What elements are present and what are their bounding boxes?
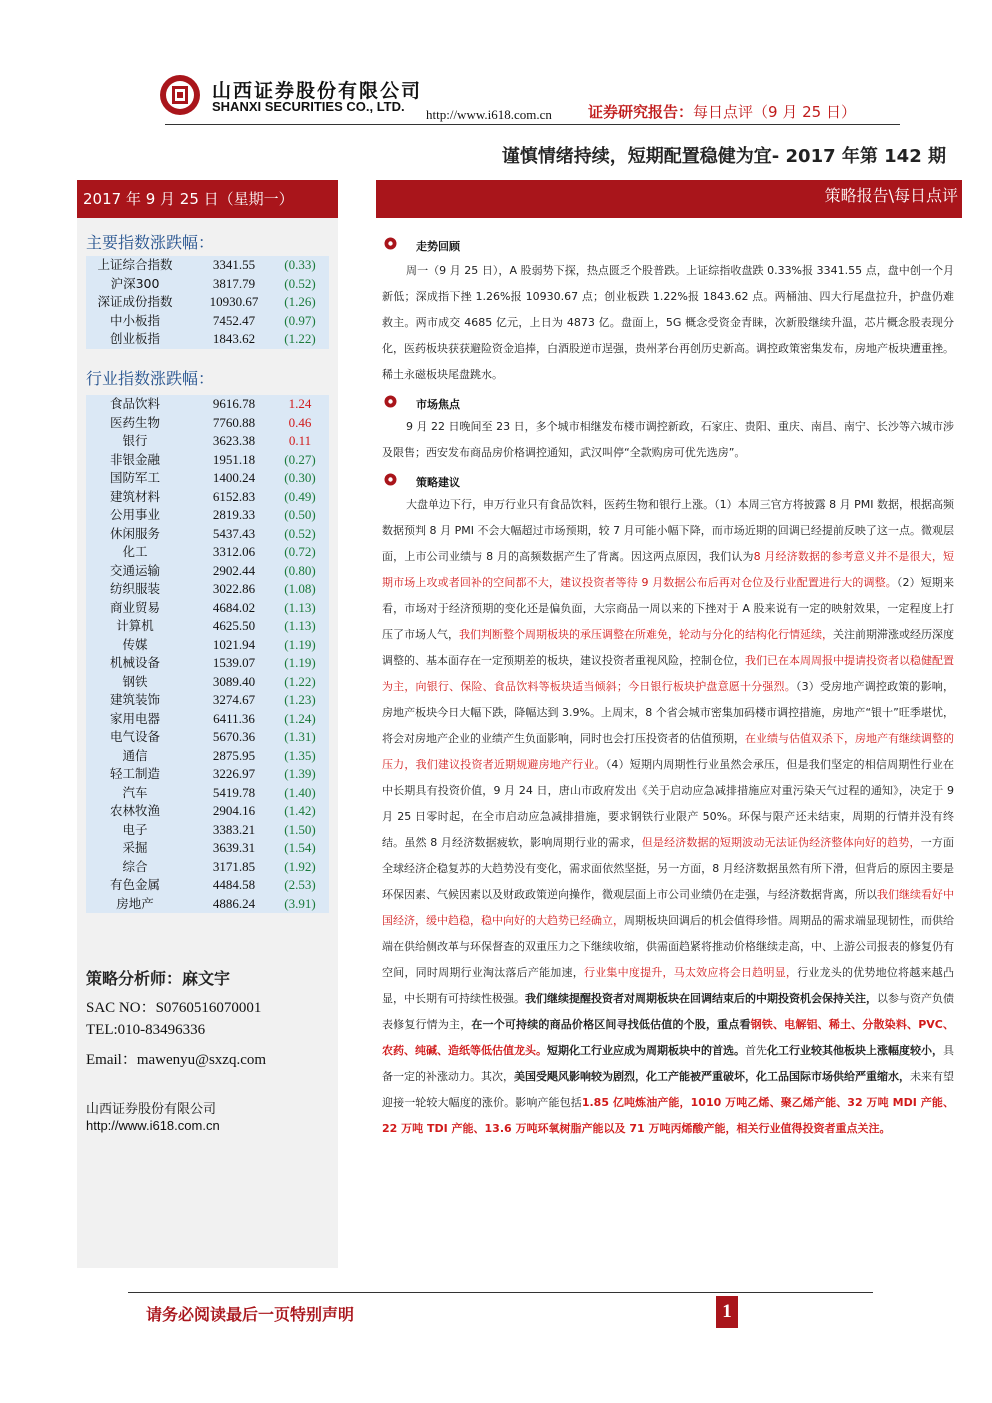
index-change: (1.19) — [284, 636, 316, 652]
index-name: 计算机 — [116, 618, 154, 633]
red-bullet-icon — [384, 395, 397, 408]
index-name: 电子 — [122, 821, 148, 837]
index-row — [86, 599, 329, 618]
section-heading-trend: 走势回顾 — [416, 240, 460, 253]
index-value: 7760.88 — [212, 414, 256, 430]
index-value: 4684.02 — [212, 599, 256, 615]
index-value: 3341.55 — [212, 257, 256, 272]
index-row — [86, 432, 329, 451]
index-row — [86, 562, 329, 581]
index-name: 通信 — [122, 747, 148, 763]
section-body-trend: 周一（9 月 25 日），A 股弱势下探，热点匮乏个股普跌。上证综指收盘跌 0.33%报 3341.55 点，盘中创一个月新低；深成指下挫 1.26%报 10930.67 点；创业板跌 1.22%报 1843.62 点。两桶油、四大行尾盘拉升，护盘仍难救主。两市成交 4685 亿元，上日为 4873 亿。盘面上，5G 概念受资金青睐，次新股继续升温，芯片概念股表现分化，医药板块获获避险资金追捧，白酒股逆市逞强，贵州茅台再创历史新高。调控政策密集发布，房地产板块遭重挫。稀土永磁板块尾盘跳水。 — [382, 264, 954, 381]
section-body-focus: 9 月 22 日晚间至 23 日，多个城市相继发布楼市调控新政，石家庄、贵阳、重庆、南昌、南宁、长沙等六城市涉及限售；西安发布商品房价格调控通知，武汉叫停“全款购房可优先选房”。 — [382, 420, 954, 459]
index-name: 深证成份指数 — [97, 294, 173, 309]
index-value: 7452.47 — [212, 312, 256, 328]
index-change: (3.91) — [284, 895, 316, 911]
index-name: 家用电器 — [109, 710, 160, 726]
index-name: 建筑材料 — [109, 488, 160, 504]
section-heading-focus: 市场焦点 — [416, 398, 460, 411]
index-change: (1.50) — [284, 821, 316, 837]
analyst-tel: TEL:010-83496336 — [86, 1022, 206, 1038]
index-row — [86, 747, 329, 766]
index-name: 非银金融 — [109, 451, 160, 467]
index-value: 4484.58 — [212, 877, 256, 892]
index-name: 电气设备 — [109, 729, 160, 744]
index-name: 房地产 — [116, 895, 154, 911]
index-change: (1.22) — [284, 331, 316, 346]
index-change: (1.19) — [284, 655, 316, 670]
analyst-sac: SAC NO：S0760516070001 — [86, 1000, 262, 1016]
index-change: (0.49) — [284, 488, 316, 504]
index-value: 3639.31 — [212, 840, 256, 855]
index-row — [86, 821, 329, 840]
index-row — [86, 543, 329, 562]
index-row — [86, 451, 329, 470]
index-name: 机械设备 — [109, 655, 160, 670]
index-row — [86, 802, 329, 821]
index-row — [86, 330, 329, 349]
index-change: (0.27) — [284, 451, 316, 467]
index-name: 建筑装饰 — [109, 692, 160, 707]
page-title: 谨慎情绪持续，短期配置稳健为宜- 2017 年第 142 期 — [501, 146, 946, 167]
index-value: 5437.43 — [212, 525, 256, 541]
index-value: 1400.24 — [212, 470, 256, 485]
index-change: (0.50) — [284, 507, 316, 522]
analyst-name: 策略分析师：麻文宇 — [86, 969, 231, 988]
index-value: 3383.21 — [212, 821, 256, 837]
index-value: 1021.94 — [212, 636, 256, 652]
shanxi-securities-logo-icon — [158, 73, 202, 117]
index-change: (1.31) — [284, 729, 316, 744]
sidebar-url[interactable]: http://www.i618.com.cn — [86, 1118, 220, 1133]
index-row — [86, 580, 329, 599]
index-name: 农林牧渔 — [109, 803, 160, 818]
index-row — [86, 654, 329, 673]
index-name: 化工 — [122, 544, 148, 559]
index-change: 1.24 — [288, 396, 312, 411]
index-value: 3623.38 — [212, 433, 256, 448]
index-value: 10930.67 — [209, 294, 259, 309]
index-row — [86, 414, 329, 433]
index-row — [86, 395, 329, 414]
company-name-en: SHANXI SECURITIES CO., LTD. — [212, 99, 405, 114]
index-change: (1.24) — [284, 710, 316, 726]
index-value: 4625.50 — [212, 618, 256, 633]
index-name: 银行 — [122, 433, 148, 448]
index-name: 交通运输 — [109, 562, 160, 578]
index-change: (1.42) — [284, 803, 316, 818]
index-row — [86, 256, 329, 275]
index-row — [86, 275, 329, 294]
section-heading-advice: 策略建议 — [416, 476, 460, 489]
index-value: 3817.79 — [212, 275, 256, 291]
index-change: (2.53) — [284, 877, 316, 892]
index-name: 食品饮料 — [109, 396, 160, 411]
major-indices-table — [86, 256, 329, 349]
index-name: 医药生物 — [109, 414, 160, 430]
report-type-suffix: 每日点评（9 月 25 日） — [693, 103, 856, 121]
report-type — [588, 101, 856, 122]
index-row — [86, 839, 329, 858]
index-name: 采掘 — [122, 840, 148, 855]
sidebar-company: 山西证券股份有限公司 — [86, 1102, 217, 1117]
index-name: 创业板指 — [109, 331, 160, 346]
index-value: 9616.78 — [212, 396, 256, 411]
index-change: (1.13) — [284, 618, 316, 633]
index-change: (1.54) — [284, 840, 316, 855]
index-value: 1539.07 — [212, 655, 256, 670]
index-row — [86, 293, 329, 312]
index-change: 0.11 — [288, 433, 312, 448]
index-value: 6411.36 — [213, 710, 255, 726]
index-row — [86, 710, 329, 729]
index-value: 2902.44 — [212, 562, 256, 578]
index-change: 0.46 — [288, 414, 312, 430]
index-row — [86, 765, 329, 784]
index-name: 传媒 — [122, 636, 148, 652]
report-date: 2017 年 9 月 25 日（星期一） — [77, 180, 338, 218]
index-name: 纺织服装 — [109, 581, 160, 596]
index-change: (0.52) — [284, 275, 316, 291]
red-bullet-icon — [384, 473, 397, 486]
index-change: (1.13) — [284, 599, 316, 615]
index-name: 轻工制造 — [109, 766, 160, 781]
index-value: 3089.40 — [212, 673, 256, 689]
index-row — [86, 728, 329, 747]
index-change: (1.39) — [284, 766, 316, 781]
index-value: 2904.16 — [212, 803, 256, 818]
index-value: 3226.97 — [212, 766, 256, 781]
index-row — [86, 876, 329, 895]
index-name: 商业贸易 — [109, 599, 160, 615]
report-category: 策略报告\每日点评 — [824, 186, 958, 205]
index-row — [86, 784, 329, 803]
index-change: (1.40) — [284, 784, 316, 800]
index-row — [86, 636, 329, 655]
index-row — [86, 469, 329, 488]
index-name: 上证综合指数 — [97, 257, 173, 272]
index-change: (1.08) — [284, 581, 316, 596]
index-change: (1.22) — [284, 673, 316, 689]
index-value: 3171.85 — [212, 858, 256, 874]
index-value: 1951.18 — [212, 451, 256, 467]
index-change: (0.72) — [284, 544, 316, 559]
footer-divider — [128, 1292, 873, 1293]
analyst-email[interactable]: Email：mawenyu@sxzq.com — [86, 1052, 267, 1068]
index-name: 汽车 — [122, 784, 148, 800]
index-change: (1.92) — [284, 858, 316, 874]
index-row — [86, 488, 329, 507]
index-change: (0.52) — [284, 525, 316, 541]
index-name: 中小板指 — [109, 312, 160, 328]
index-change: (1.35) — [284, 747, 316, 763]
red-bullet-icon — [384, 237, 397, 250]
industry-indices-title: 行业指数涨跌幅： — [86, 369, 215, 388]
index-value: 3274.67 — [212, 692, 256, 707]
index-value: 4886.24 — [212, 895, 256, 911]
index-row — [86, 525, 329, 544]
page-number: 1 — [716, 1296, 738, 1328]
section-body-advice: 大盘单边下行，申万行业只有食品饮料，医药生物和银行上涨。（1）本周三官方将披露 8 月 PMI 数据，根据高频数据预判 8 月 PMI 不会大幅超过市场预期，较 7 月可能小幅下降，而市场近期的回调已经提前反映了这一点。微观层面，上市公司业绩与 8 月的高频数据产生了背离。因这两点原因，我们认为8 月经济数据的参考意义并不是很大，短期市场上攻或者回补的空间都不大，建议投资者等待 9 月数据公布后再对仓位及行业配置进行大的调整。（2）短期来看，市场对于经济预期的变化还是偏负面，大宗商品一周以来的下挫对于 A 股来说有一定的映射效果，一定程度上打压了市场人气，我们判断整个周期板块的承压调整在所难免，轮动与分化的结构化行情延续，关注前期滞涨或经历深度调整的、基本面存在一定预期差的板块，建议投资者重视风险，控制仓位，我们已在本周周报中提请投资者以稳健配置为主，向银行、保险、食品饮料等板块适当倾斜；今日银行板块护盘意愿十分强烈。（3）受房地产调控政策的影响，房地产板块今日大幅下跌，降幅达到 3.9%。上周末，8 个省会城市密集加码楼市调控措施，房地产“银十”旺季堪忧，将会对房地产企业的业绩产生负面影响，同时也会打压投资者的估值预期，在业绩与估值双杀下，房地产有继续调整的压力，我们建议投资者近期规避房地产行业。（4）短期内周期性行业虽然会承压，但是我们坚定的相信周期性行业在中长期具有投资价值，9 月 24 日，唐山市政府发出《关于启动应急减排措施应对重污染天气过程的通知》，决定于 9 月 25 日零时起，在全市启动应急减排措施，要求钢铁行业限产 50%。环保与限产还未结束，周期的行情并没有终结。虽然 8 月经济数据疲软，影响周期行业的需求，但是经济数据的短期波动无法证伪经济整体向好的趋势，一方面全球经济企稳复苏的大趋势没有变化，需求面依然坚挺，另一方面，8 月经济数据虽然有所下滑，但背后的原因主要是环保因素、气候因素以及财政政策逆向操作，微观层面上市公司业绩仍在走强，与经济数据背离，所以我们继续看好中国经济，缓中趋稳，稳中向好的大趋势已经确立，周期板块回调后的机会值得珍惜。周期品的需求端显现韧性，而供给端在供给侧改革与环保督查的双重压力之下继续收缩，供需面趋紧将推动价格继续走高，中、上游公司报表的修复仍有空间，同时周期行业淘汰落后产能加速，行业集中度提升，马太效应将会日趋明显，行业龙头的优势地位将越来越凸显，中长期有可持续性极强。我们继续提醒投资者对周期板块在回调结束后的中期投资机会保持关注，以参与资产负债表修复行情为主，在一个可持续的商品价格区间寻找低估值的个股，重点看钢铁、电解铝、稀土、分散染料、PVC、农药、纯碱、造纸等低估值龙头。短期化工行业应成为周期板块中的首选。首先化工行业较其他板块上涨幅度较小，具备一定的补涨动力。其次，美国受飓风影响较为剧烈，化工产能被严重破坏，化工品国际市场供给严重缩水，未来有望迎接一轮较大幅度的涨价。影响产能包括1.85 亿吨炼油产能，1010 万吨乙烯、聚乙烯产能、32 万吨 MDI 产能、22 万吨 TDI 产能、13.6 万吨环氧树脂产能以及 71 万吨丙烯酸产能，相关行业值得投资者重点关注。 — [382, 498, 955, 1135]
index-value: 3022.86 — [212, 581, 256, 596]
index-change: (1.23) — [284, 692, 316, 707]
index-row — [86, 895, 329, 914]
index-name: 国防军工 — [109, 470, 160, 485]
index-row — [86, 312, 329, 331]
index-row — [86, 691, 329, 710]
index-value: 5670.36 — [212, 729, 256, 744]
index-value: 2819.33 — [212, 507, 256, 522]
index-value: 2875.95 — [212, 747, 256, 763]
index-name: 综合 — [122, 858, 148, 874]
index-row — [86, 673, 329, 692]
index-name: 有色金属 — [109, 877, 160, 892]
industry-indices-table — [86, 395, 329, 913]
index-name: 沪深300 — [110, 275, 160, 291]
index-row — [86, 858, 329, 877]
major-indices-title: 主要指数涨跌幅： — [86, 233, 215, 252]
footer-disclaimer: 请务必阅读最后一页特别声明 — [146, 1305, 355, 1324]
index-row — [86, 617, 329, 636]
header-divider — [165, 124, 900, 125]
index-value: 6152.83 — [212, 488, 256, 504]
index-change: (0.80) — [284, 562, 316, 578]
company-name-cn: 山西证券股份有限公司 — [212, 80, 423, 102]
index-row — [86, 506, 329, 525]
report-type-prefix: 证券研究报告： — [588, 103, 694, 121]
index-value: 1843.62 — [212, 331, 256, 346]
index-value: 3312.06 — [212, 544, 256, 559]
index-value: 5419.78 — [212, 784, 256, 800]
index-name: 休闲服务 — [109, 525, 160, 541]
header-url[interactable]: http://www.i618.com.cn — [426, 107, 552, 122]
index-name: 钢铁 — [122, 673, 148, 689]
index-change: (0.30) — [284, 470, 316, 485]
index-change: (1.26) — [284, 294, 316, 309]
index-name: 公用事业 — [109, 507, 160, 522]
index-change: (0.97) — [284, 312, 316, 328]
index-change: (0.33) — [284, 257, 316, 272]
